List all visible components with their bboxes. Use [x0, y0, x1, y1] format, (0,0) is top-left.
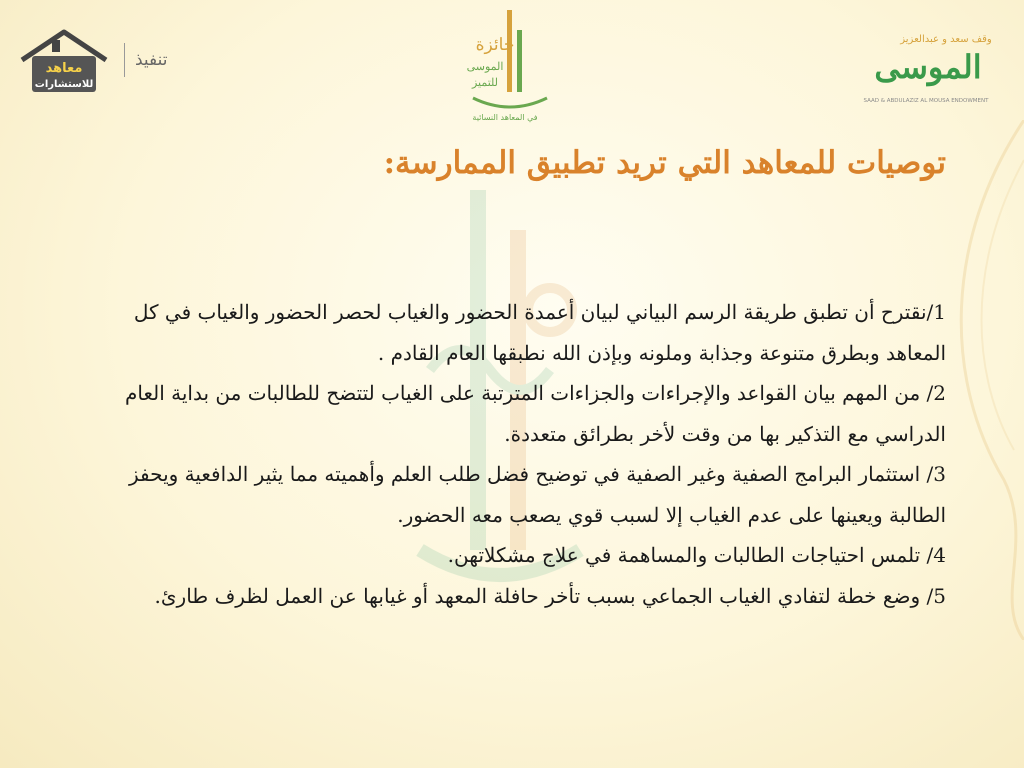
award-subtitle: في المعاهد النسائية [472, 113, 538, 122]
recommendation-4: 4/ تلمس احتياجات الطالبات والمساهمة في علاج مشكلاتهن. [447, 543, 946, 567]
slide-title: توصيات للمعاهد التي تريد تطبيق الممارسة: [383, 145, 946, 181]
recommendations-list [116, 292, 946, 616]
endowment-english-text: SAAD & ABDULAZIZ AL MOUSA ENDOWMENT [863, 98, 989, 104]
mousa-award-logo [455, 8, 555, 123]
execution-label: تنفيذ [124, 43, 168, 77]
recommendation-5: 5/ وضع خطة لتفادي الغياب الجماعي بسبب تأخر حافلة المعهد أو غيابها عن العمل لظرف طارئ. [154, 583, 946, 608]
house-icon [14, 26, 114, 94]
award-excellence: للتميز [471, 76, 499, 89]
badge-line2: للاستشارات [34, 79, 94, 90]
award-word: جائزة [475, 35, 515, 55]
badge-line1: معاهد [45, 61, 83, 76]
award-name: الموسى [466, 60, 504, 73]
mousa-endowment-logo [856, 20, 996, 110]
recommendation-3: 3/ استثمار البرامج الصفية وغير الصفية في توضيح فضل طلب العلم وأهميته مما يثير الدافعية ويحفز الطالبة ويعينها على عدم الغياب إلا لسبب قوي يصعب معه الحضور. [129, 462, 946, 527]
maahed-consulting-logo [14, 22, 184, 98]
endowment-top-text: وقف سعد و عبدالعزيز [900, 34, 992, 45]
endowment-main-text: الموسى [874, 48, 982, 86]
recommendation-1: 1/نقترح أن تطبق طريقة الرسم البياني لبيان أعمدة الحضور والغياب لحصر الحضور والغياب في كل المعاهد وبطرق متنوعة وجذابة وملونه وبإذن الله نطبقها العام القادم . [133, 300, 946, 365]
recommendation-2: 2/ من المهم بيان القواعد والإجراءات والجزاءات المترتبة على الغياب لتتضح للطالبات من بداية العام الدراسي مع التذكير بها من وقت لأخر بطرائق متعددة. [125, 381, 946, 446]
